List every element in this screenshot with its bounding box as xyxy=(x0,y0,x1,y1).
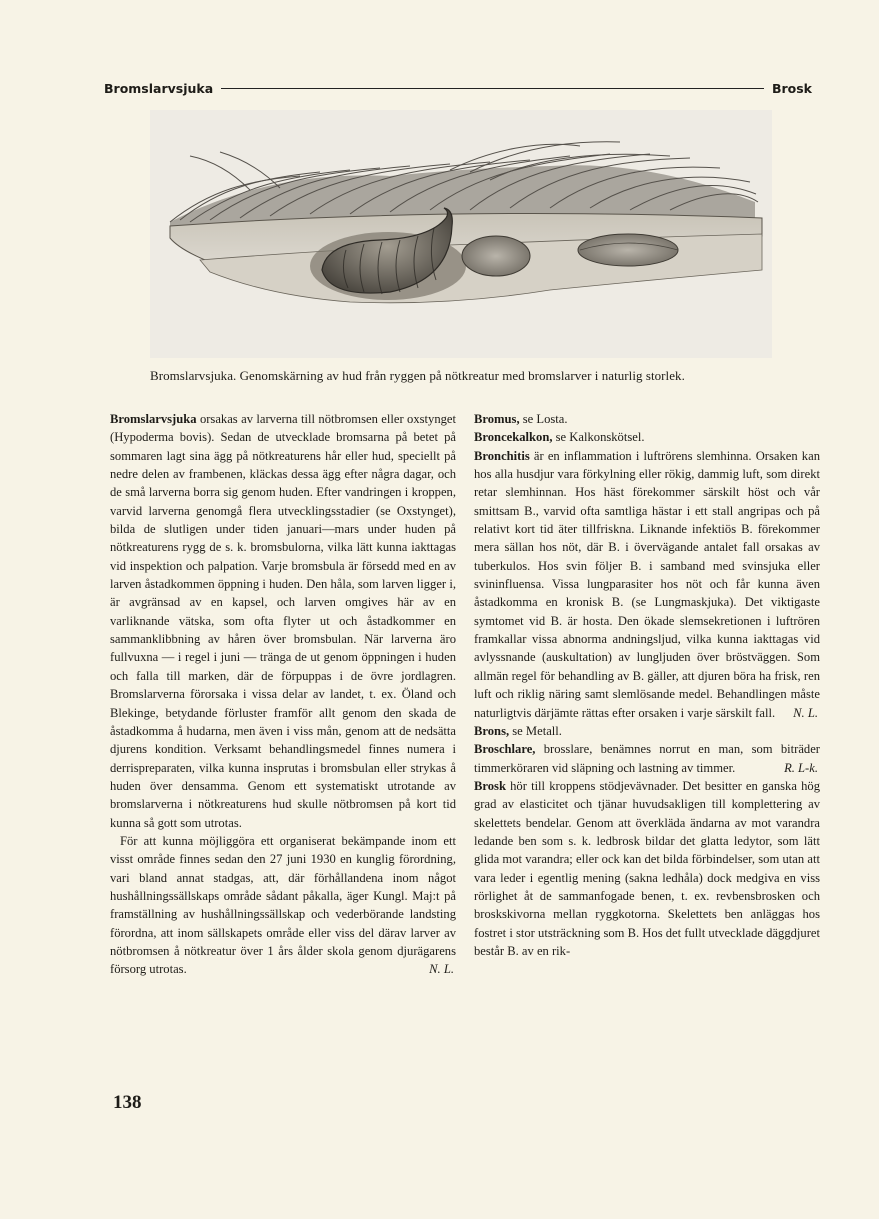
running-head xyxy=(104,78,812,98)
entry-text: se Losta. xyxy=(519,412,568,426)
entry-text: är en inflammation i luftrörens slemhinna. Orsaken kan hos alla husdjur vara förkylning eller rökig, dammig luft, som direkt retar slemhinnan. Hos häst förekommer särskilt höst och vår smittsam B., varvid ofta samtliga hästar i ett stall angripas och på relativt kort tid äter tillfriskna. Liknande infektiös B. förekommer mera sällan hos nöt, där B. i övervägande antalet fall orsakas av tuberkulos. Hos svin följer B. i samband med svinsjuka eller svininfluensa. Vissa lungparasiter hos nöt och får kunna även åstadkomma en kronisk B. (se Lungmaskjuka). Det viktigaste symtomet vid B. är hosta. Den ökade slemsekretionen i luftrören framkallar vissa abnorma andningsljud, vilka kunna iakttagas vid avlyssnande (auskultation) av lungljuden över bröstväggen. Som allmän regel för behandling av B. gäller, att djuren böra ha frisk, ren luft och riklig näring samt slemlösande medel. Behandlingen måste naturligtvis därjämte rättas efter orsaken i varje särskilt fall. xyxy=(474,448,820,720)
entry-text: hör till kroppens stödjevävnader. Det besitter en ganska hög grad av elasticitet och tjänar huvudsakligen till komplettering av skelettets bendelar. Genom att överkläda ändarna av mot varandra ledande ben som s. k. ledbrosk bildar det glatta ledytor, som lätt glida mot varandra; eller ock kan det bilda förbindelser, som utan att vara leder i egentlig mening (sakna ledhåla) dock medgiva en viss rörlighet åt de sammanfogade benen, t. ex. revbensbrosken och broskskivorna mellan ryggkotorna. Skelettets ben anläggas hos fostret i stor utsträckning som B. Hos det fullt utvecklade däggdjuret består B. av en rik- xyxy=(474,778,820,958)
entry-headword: Bromus, xyxy=(474,412,520,426)
entry-bromslarvsjuka-continued xyxy=(110,832,456,979)
hair-layer xyxy=(170,142,758,226)
running-head-left: Bromslarvsjuka xyxy=(104,80,214,96)
running-head-right: Brosk xyxy=(771,80,812,96)
running-head-rule xyxy=(221,88,764,89)
author-signature: N. L. xyxy=(429,962,454,977)
left-column xyxy=(110,410,456,979)
entry-text: För att kunna möjliggöra ett organiserat bekämpande inom ett visst område finnes sedan den 27 juni 1930 en kunglig förordning, vari bland annat stadgas, att, där förhållandena inom något hushållningssällskaps område sådant påkalla, äger Kungl. Maj:t på framställning av hushållningssällskap och vederbörande landsting förordna, att inom sällskapets område eller viss del därav larver av nötbromsen å nötkreatur över 1 års ålder skola genom djurägarens försorg utrotas. xyxy=(110,833,456,977)
entry-headword: Bronchitis xyxy=(474,448,530,463)
page-number: 138 xyxy=(113,1092,142,1113)
entry-text: se Metall. xyxy=(509,723,562,738)
entry-headword: Broschlare, xyxy=(474,742,536,757)
entry-text: brosslare, benämnes norrut en man, som biträder timmerköraren vid släpning och lastning av timmer. xyxy=(474,742,820,775)
entry-headword: Bromslarvsjuka xyxy=(110,412,197,426)
right-column xyxy=(474,410,820,960)
second-larva-cavity xyxy=(462,236,530,276)
entry-headword: Brons, xyxy=(474,723,510,738)
author-signature: R. L-k. xyxy=(784,760,818,775)
entry-headword: Brosk xyxy=(474,778,506,793)
figure-caption: Bromslarvsjuka. Genomskärning av hud från ryggen på nötkreatur med bromslarver i naturlig storlek. xyxy=(150,368,685,383)
entry-headword: Broncekalkon, xyxy=(474,430,553,445)
skin-cross-section-illustration xyxy=(150,110,772,358)
author-signature: N. L. xyxy=(793,705,818,720)
entry-bromslarvsjuka xyxy=(110,410,456,832)
entry-bronchitis xyxy=(474,447,820,722)
entry-text: se Kalkonskötsel. xyxy=(552,430,645,445)
entry-brosk xyxy=(474,777,820,960)
illustration-drawing xyxy=(150,110,772,358)
entry-broschlare xyxy=(474,740,820,777)
third-larva-cavity xyxy=(578,234,678,266)
entry-brons xyxy=(474,722,820,740)
entry-bromus xyxy=(474,410,820,428)
entry-broncekalkon xyxy=(474,428,820,446)
entry-text: orsakas av larverna till nötbromsen eller oxstynget (Hypoderma bovis). Sedan de utvecklade bromsarna på betet på sommaren lagt sina ägg på nötkreaturens hår eller hud, speciellt på nedre delen av frambenen, kläckas dessa ägg efter några dagar, och de små larverna borra sig genom huden. Efter vandringen i kroppen, varvid larverna genomgå flera utvecklingsstadier (se Oxstynget), bilda de slutligen under tiden januari—mars under huden på nötkreaturens rygg de s. k. bromsbulorna, vilka lätt kunna iakttagas vid inspektion och palpation. Varje bromsbula är försedd med en av larven åstadkommen öppning i huden. Den håla, som larven ligger i, är avgränsad av en kapsel, och larven omgives här av en varliknande vätska, som ofta flyter ut och åstadkommer en sammanklibbning av håren över bromsbulan. När larverna äro fullvuxna — i regel i juni — tränga de ut genom öppningen i huden och falla till marken, där de förpuppas i de övre jordlagren. Bromslarverna förorsaka i vissa delar av landet, t. ex. Öland och Blekinge, betydande förluster framför allt genom den skada de åstadkomma å hudarna, men även i viss mån, genom att de nedsätta djurens kondition. Verksamt behandlingsmedel finnes numera i derrispreparaten, vilka kunna insprutas i bromsbulan eller strykas å huden över densamma. Genom ett systematiskt utrotande av bromslarverna i nötkreaturens hud skulle nötbromsen på kort tid kunna så gott som utrotas. xyxy=(110,412,456,830)
